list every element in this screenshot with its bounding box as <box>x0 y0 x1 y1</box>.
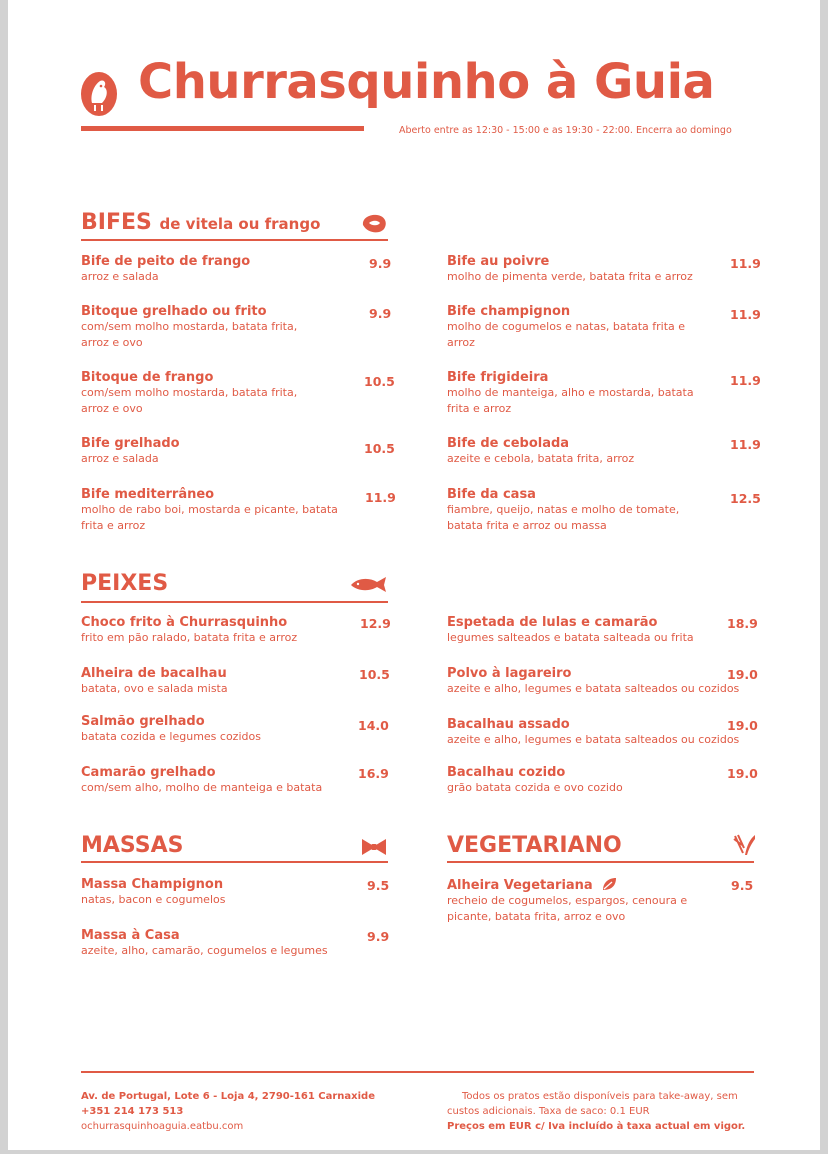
item-name-text: Alheira Vegetariana <box>447 878 593 893</box>
item-name: Bife de peito de frango <box>81 254 251 269</box>
item-description: legumes salteados e batata salteada ou frita <box>447 631 694 644</box>
item-price: 18.9 <box>727 616 758 631</box>
item-price: 9.5 <box>367 878 390 893</box>
item-description: molho de rabo boi, mostarda e picante, batata frita e arroz <box>81 503 338 532</box>
menu-item <box>81 877 351 908</box>
item-price: 11.9 <box>730 437 761 452</box>
menu-item <box>447 436 712 467</box>
menu-item <box>447 615 727 646</box>
peixes-title: PEIXES <box>81 571 169 596</box>
menu-item <box>447 487 717 534</box>
item-description: batata cozida e legumes cozidos <box>81 730 261 743</box>
item-description: arroz e salada <box>81 452 159 465</box>
item-price: 9.5 <box>731 878 754 893</box>
item-name: Espetada de lulas e camarão <box>447 615 658 630</box>
item-name: Bife de cebolada <box>447 436 570 451</box>
item-name: Polvo à lagareiro <box>447 666 572 681</box>
item-price: 9.9 <box>367 929 390 944</box>
menu-item <box>81 615 351 646</box>
item-name: Massa Champignon <box>81 877 224 892</box>
item-description: recheio de cogumelos, espargos, cenoura e picante, batata frita, arroz e ovo <box>447 894 688 923</box>
section-title-bifes <box>81 210 320 235</box>
menu-item <box>81 436 321 467</box>
item-name: Bife grelhado <box>81 436 180 451</box>
item-name <box>447 877 707 893</box>
steak-icon <box>360 213 388 235</box>
item-name: Bife mediterrâneo <box>81 487 215 502</box>
vegetariano-title: VEGETARIANO <box>447 833 622 858</box>
menu-item <box>81 370 321 417</box>
item-description: azeite e alho, legumes e batata salteados ou cozidos <box>447 682 740 695</box>
item-price: 10.5 <box>364 374 395 389</box>
footer-takeaway: Todos os pratos estão disponíveis para take-away, sem custos adicionais. Taxa de saco: 0.1 EUR <box>447 1091 738 1117</box>
item-name: Bife champignon <box>447 304 571 319</box>
item-description: com/sem alho, molho de manteiga e batata <box>81 781 323 794</box>
bifes-rule <box>81 239 388 241</box>
item-description: azeite, alho, camarão, cogumelos e legumes <box>81 944 328 957</box>
item-description: natas, bacon e cogumelos <box>81 893 226 906</box>
item-name: Salmão grelhado <box>81 714 205 729</box>
item-description: com/sem molho mostarda, batata frita, arroz e ovo <box>81 320 298 349</box>
item-price: 19.0 <box>727 766 758 781</box>
item-name: Bife au poivre <box>447 254 550 269</box>
item-name: Massa à Casa <box>81 928 180 943</box>
menu-page <box>8 0 820 1150</box>
footer-rule <box>81 1071 754 1073</box>
restaurant-title: Churrasquinho à Guia <box>138 54 715 110</box>
menu-item <box>447 370 707 417</box>
item-price: 12.9 <box>360 616 391 631</box>
item-name: Bacalhau assado <box>447 717 570 732</box>
footer-address: Av. de Portugal, Lote 6 - Loja 4, 2790-161 Carnaxide <box>81 1091 375 1102</box>
item-description: arroz e salada <box>81 270 159 283</box>
footer-notes <box>447 1089 757 1134</box>
item-name: Alheira de bacalhau <box>81 666 227 681</box>
menu-item <box>447 254 712 285</box>
item-name: Bacalhau cozido <box>447 765 566 780</box>
item-description: azeite e alho, legumes e batata salteados ou cozidos <box>447 733 740 746</box>
item-price: 9.9 <box>369 256 392 271</box>
menu-item <box>447 304 692 351</box>
menu-item <box>447 666 757 697</box>
footer-phone[interactable]: +351 214 173 513 <box>81 1106 184 1117</box>
item-price: 11.9 <box>730 307 761 322</box>
item-name: Bife frigideira <box>447 370 549 385</box>
item-price: 11.9 <box>730 256 761 271</box>
item-name: Camarão grelhado <box>81 765 216 780</box>
menu-item <box>81 666 351 697</box>
fish-icon <box>349 574 389 594</box>
title-underline <box>81 126 364 131</box>
item-name: Choco frito à Churrasquinho <box>81 615 288 630</box>
menu-item <box>447 717 757 748</box>
item-price: 16.9 <box>358 766 389 781</box>
menu-item <box>81 928 361 959</box>
leaf-icon <box>601 877 617 891</box>
item-price: 10.5 <box>359 667 390 682</box>
item-price: 12.5 <box>730 491 761 506</box>
item-name: Bitoque grelhado ou frito <box>81 304 267 319</box>
menu-item <box>81 304 321 351</box>
menu-item <box>81 714 351 745</box>
footer-prices: Preços em EUR c/ Iva incluído à taxa actual em vigor. <box>447 1121 746 1132</box>
item-description: batata, ovo e salada mista <box>81 682 228 695</box>
item-description: molho de cogumelos e natas, batata frita e arroz <box>447 320 686 349</box>
menu-item <box>447 877 707 925</box>
item-description: frito em pão ralado, batata frita e arroz <box>81 631 298 644</box>
chicken-logo-icon <box>80 67 118 117</box>
menu-item <box>81 765 361 796</box>
menu-item <box>81 487 356 534</box>
item-price: 10.5 <box>364 441 395 456</box>
peixes-rule <box>81 601 388 603</box>
bifes-subtitle: de vitela ou frango <box>159 215 321 233</box>
item-price: 9.9 <box>369 306 392 321</box>
item-description: com/sem molho mostarda, batata frita, arroz e ovo <box>81 386 298 415</box>
footer-website[interactable]: ochurrasquinhoaguia.eatbu.com <box>81 1121 244 1132</box>
massas-rule <box>81 861 388 863</box>
item-description: molho de pimenta verde, batata frita e arroz <box>447 270 693 283</box>
item-price: 19.0 <box>727 718 758 733</box>
menu-item <box>81 254 321 285</box>
item-price: 11.9 <box>365 490 396 505</box>
item-price: 19.0 <box>727 667 758 682</box>
footer-contact <box>81 1089 391 1134</box>
fork-knife-icon <box>733 833 757 857</box>
item-description: azeite e cebola, batata frita, arroz <box>447 452 635 465</box>
item-name: Bife da casa <box>447 487 536 502</box>
item-description: molho de manteiga, alho e mostarda, batata frita e arroz <box>447 386 694 415</box>
bifes-title: BIFES <box>81 210 152 235</box>
item-description: fiambre, queijo, natas e molho de tomate, batata frita e arroz ou massa <box>447 503 680 532</box>
opening-hours: Aberto entre as 12:30 - 15:00 e as 19:30 - 22:00. Encerra ao domingo <box>399 125 732 136</box>
item-description: grão batata cozida e ovo cozido <box>447 781 623 794</box>
menu-item <box>447 765 727 796</box>
bow-pasta-icon <box>361 837 387 857</box>
massas-title: MASSAS <box>81 833 184 858</box>
vegetariano-rule <box>447 861 754 863</box>
item-price: 14.0 <box>358 718 389 733</box>
item-price: 11.9 <box>730 373 761 388</box>
item-name: Bitoque de frango <box>81 370 214 385</box>
